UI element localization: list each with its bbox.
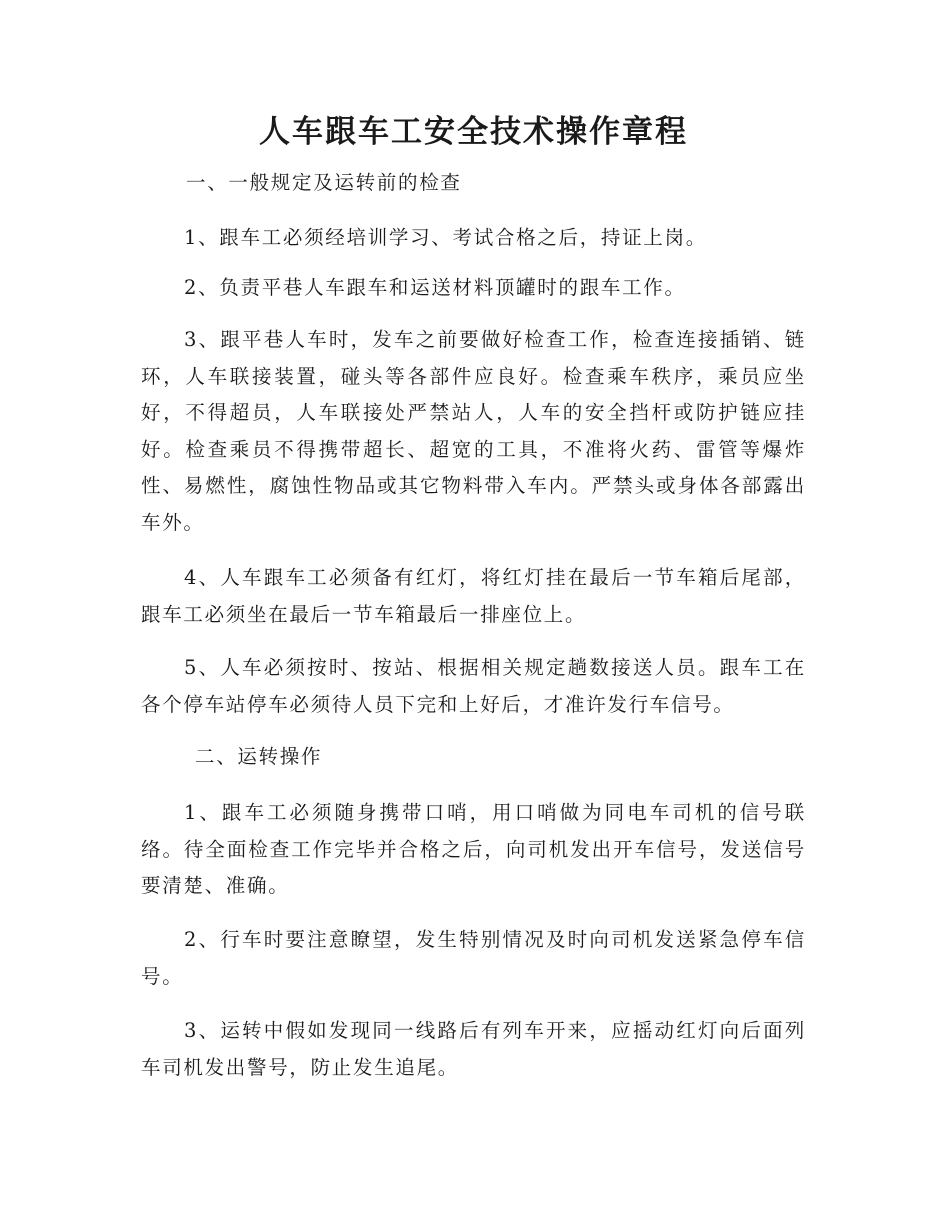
section-heading-operation: 二、运转操作	[195, 745, 323, 768]
paragraph-2-3: 3、运转中假如发现同一线路后有列车开来，应摇动红灯向后面列车司机发出警号，防止发生追尾。	[141, 1019, 806, 1079]
paragraph-2-2: 2、行车时要注意瞭望，发生特别情况及时向司机发送紧急停车信号。	[141, 928, 806, 988]
paragraph-1-3: 3、跟平巷人车时，发车之前要做好检查工作，检查连接插销、链环，人车联接装置，碰头等各部件应良好。检查乘车秩序，乘员应坐好，不得超员，人车联接处严禁站人，人车的安全挡杆或防护链应挂好。检查乘员不得携带超长、超宽的工具，不准将火药、雷管等爆炸性、易燃性，腐蚀性物品或其它物料带入车内。严禁头或身体各部露出车外。	[141, 328, 806, 534]
paragraph-1-4: 4、人车跟车工必须备有红灯，将红灯挂在最后一节车箱后尾部，跟车工必须坐在最后一节车箱最后一排座位上。	[141, 566, 806, 626]
paragraph-2-1: 1、跟车工必须随身携带口哨，用口哨做为同电车司机的信号联络。待全面检查工作完毕并合格之后，向司机发出开车信号，发送信号要清楚、准确。	[141, 801, 806, 897]
section-heading-general: 一、一般规定及运转前的检查	[186, 171, 462, 194]
paragraph-1-5: 5、人车必须按时、按站、根据相关规定趟数接送人员。跟车工在各个停车站停车必须待人员下完和上好后，才准许发行车信号。	[141, 656, 806, 716]
paragraph-1-1: 1、跟车工必须经培训学习、考试合格之后，持证上岗。	[184, 226, 707, 249]
document-title: 人车跟车工安全技术操作章程	[259, 114, 688, 150]
paragraph-1-2: 2、负责平巷人车跟车和运送材料顶罐时的跟车工作。	[184, 276, 686, 299]
